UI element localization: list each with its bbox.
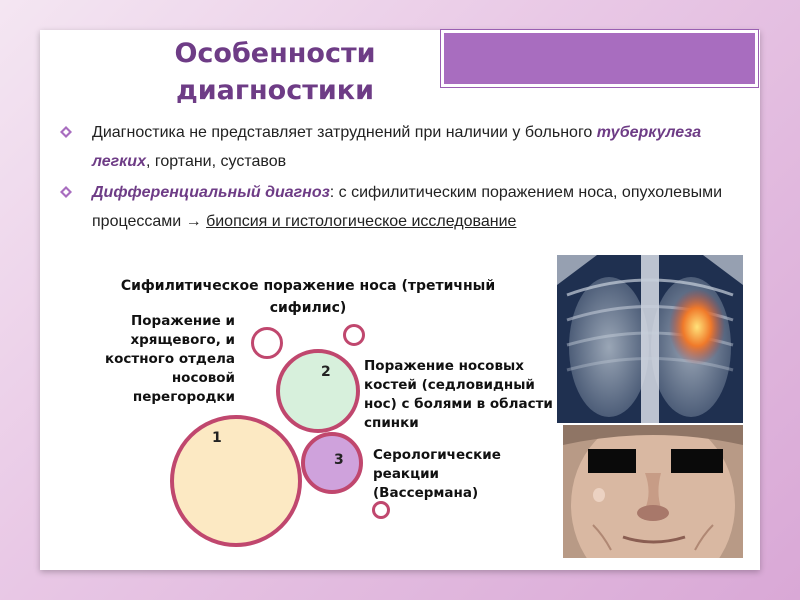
bullet-2-emphasis: Дифференциальный диагноз xyxy=(92,184,330,201)
diagram-circle-3 xyxy=(301,432,363,494)
title-accent-box xyxy=(441,30,758,87)
diagram-circle-2 xyxy=(276,349,360,433)
bullet-item-2 xyxy=(60,178,730,236)
circle-2-number: 2 xyxy=(321,364,331,380)
diamond-bullet-icon xyxy=(60,186,72,198)
bullet-1-emphasis: туберкулеза легких xyxy=(92,124,702,170)
bullet-item-1 xyxy=(60,118,730,176)
small-circle-decor xyxy=(372,501,390,519)
item-1-text: Поражение и хрящевого, и костного отдела носовой перегородки xyxy=(104,313,235,405)
item-3-text: Серологические реакции (Вассермана) xyxy=(373,447,501,501)
small-circle-decor xyxy=(343,324,365,346)
circle-1-number: 1 xyxy=(212,430,222,446)
bullet-2-text: : с сифилитическим поражением носа, опухолевыми процессами → xyxy=(92,184,723,230)
chest-xray-image xyxy=(557,255,743,423)
bullet-1-text-end: , гортани, суставов xyxy=(145,153,287,170)
biopsy-link-text: биопсия и гистологическое исследование xyxy=(206,213,517,230)
bullet-list xyxy=(60,118,730,238)
diagram-circle-1 xyxy=(170,415,302,547)
item-2-text: Поражение носовых костей (седловидный нос) с болями в области спинки xyxy=(364,358,553,431)
small-circle-decor xyxy=(251,327,283,359)
bullet-1-text-start: Диагностика не представляет затруднений при наличии у больного xyxy=(92,124,597,141)
slide-title: Особенности диагностики xyxy=(174,38,376,106)
patient-face-photo xyxy=(563,425,743,558)
diamond-bullet-icon xyxy=(60,126,72,138)
diagram-heading: Сифилитическое поражение носа (третичный сифилис) xyxy=(120,278,496,316)
circle-3-number: 3 xyxy=(334,452,344,468)
